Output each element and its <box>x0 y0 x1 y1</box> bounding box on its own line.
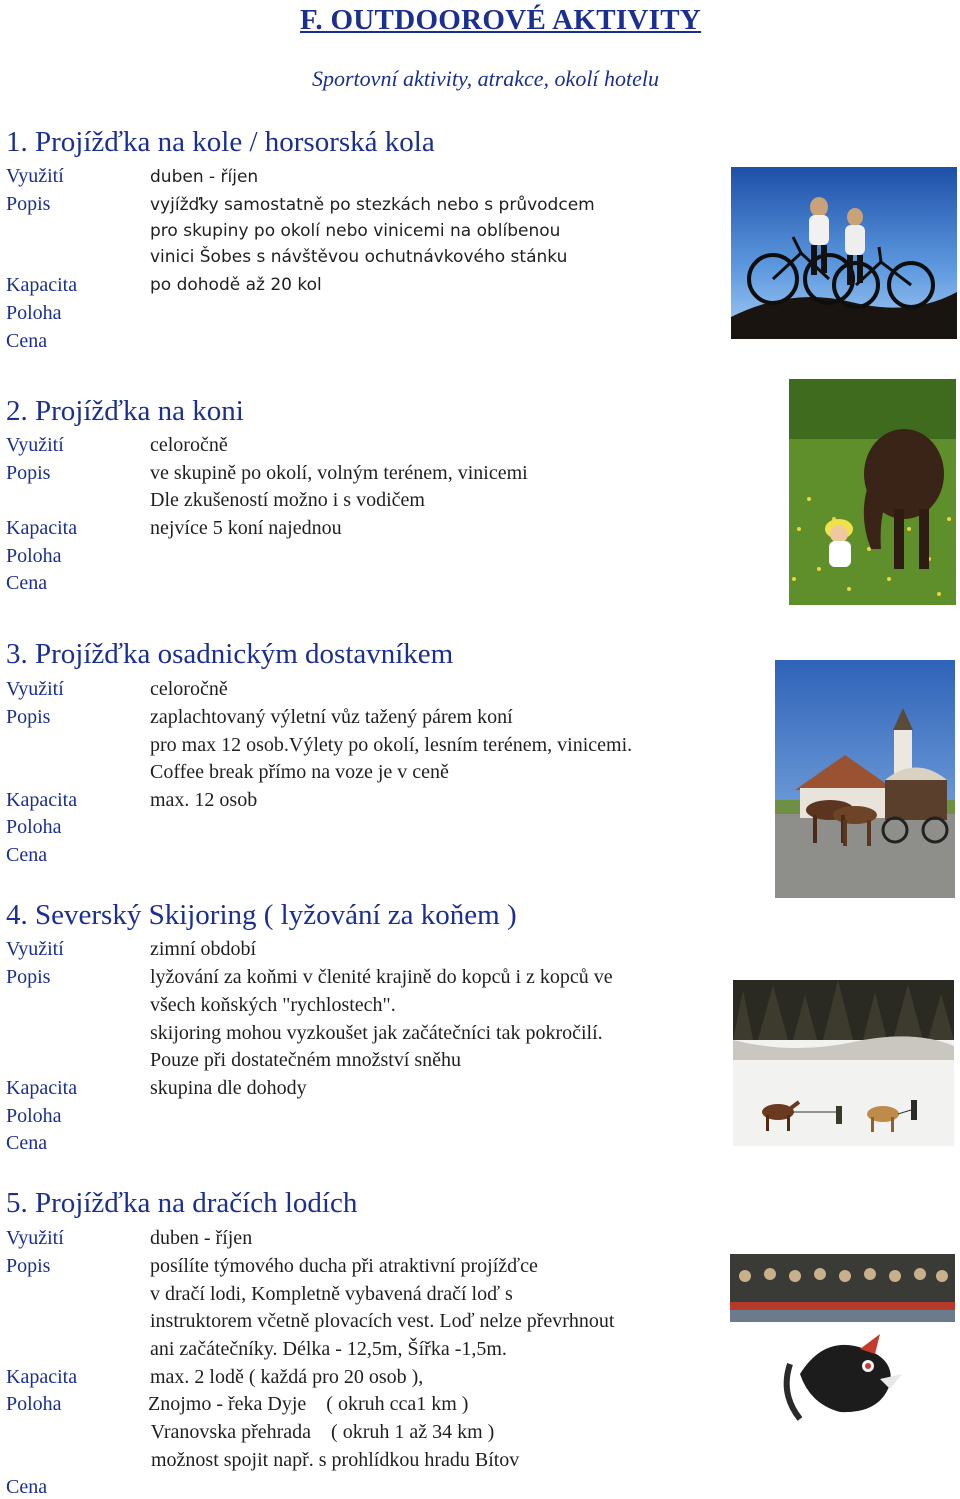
section-5-label-kapacita: Kapacita <box>6 1366 78 1388</box>
section-3-label-vyuziti: Využití <box>6 678 64 700</box>
horse-and-child-photo <box>789 379 956 605</box>
section-4-label-poloha: Poloha <box>6 1105 62 1127</box>
section-2-vyuziti: celoročně <box>150 434 228 456</box>
section-1-label-kapacita: Kapacita <box>6 274 78 296</box>
section-2-label-vyuziti: Využití <box>6 434 64 456</box>
section-3-heading: 3. Projížďka osadnickým dostavníkem <box>6 638 454 670</box>
section-5-heading: 5. Projížďka na dračích lodích <box>6 1187 358 1219</box>
section-5-popis-line-1: posílíte týmového ducha při atraktivní projížďce <box>150 1255 538 1277</box>
section-2-label-popis: Popis <box>6 462 51 484</box>
section-4-popis-line-2: všech koňských "rychlostech". <box>150 994 396 1016</box>
section-1-popis-line-2: pro skupiny po okolí nebo vinicemi na oblíbenou <box>150 221 561 241</box>
section-4-popis-line-1: lyžování za koňmi v členité krajině do kopců i z kopců ve <box>150 966 613 988</box>
section-1-label-poloha: Poloha <box>6 302 62 324</box>
section-5-label-cena: Cena <box>6 1476 48 1498</box>
cyclists-photo <box>731 167 957 339</box>
section-3-label-poloha: Poloha <box>6 816 62 838</box>
dragon-boat-photo <box>730 1254 955 1434</box>
section-2-popis-line-2: Dle zkušeností možno i s vodičem <box>150 489 425 511</box>
horse-wagon-photo <box>775 660 955 898</box>
section-4-kapacita: skupina dle dohody <box>150 1077 307 1099</box>
section-2-label-cena: Cena <box>6 572 48 594</box>
section-4-label-popis: Popis <box>6 966 51 988</box>
section-3-label-cena: Cena <box>6 844 48 866</box>
section-1-vyuziti: duben - říjen <box>150 167 259 187</box>
section-3-popis-line-1: zaplachtovaný výletní vůz tažený párem koní <box>150 706 513 728</box>
section-2-popis-line-1: ve skupině po okolí, volným terénem, vinicemi <box>150 462 528 484</box>
section-5-poloha-line-1: Znojmo - řeka Dyje ( okruh cca1 km ) <box>148 1393 469 1415</box>
section-2-label-poloha: Poloha <box>6 545 62 567</box>
section-1-kapacita: po dohodě až 20 kol <box>150 275 322 295</box>
section-5-kapacita: max. 2 lodě ( každá pro 20 osob ), <box>150 1366 424 1388</box>
section-1-label-vyuziti: Využití <box>6 165 64 187</box>
section-3-kapacita: max. 12 osob <box>150 789 258 811</box>
section-5-popis-line-4: ani začátečníky. Délka - 12,5m, Šířka -1,5m. <box>150 1338 507 1360</box>
section-5-label-poloha: Poloha <box>6 1393 62 1415</box>
section-5-popis-line-2: v dračí lodi, Kompletně vybavená dračí loď s <box>150 1283 513 1305</box>
section-4-popis-line-3: skijoring mohou vyzkoušet jak začátečníci tak pokročilí. <box>150 1022 603 1044</box>
page-title: F. OUTDOOROVÉ AKTIVITY <box>300 4 702 36</box>
section-3-vyuziti: celoročně <box>150 678 228 700</box>
section-2-heading: 2. Projížďka na koni <box>6 395 244 427</box>
section-1-label-popis: Popis <box>6 193 51 215</box>
page-subtitle: Sportovní aktivity, atrakce, okolí hotelu <box>312 66 660 91</box>
section-5-popis-line-3: instruktorem včetně plovacích vest. Loď nelze převrhnout <box>150 1310 615 1332</box>
section-3-popis-line-2: pro max 12 osob.Výlety po okolí, lesním terénem, vinicemi. <box>150 734 633 756</box>
section-2-kapacita: nejvíce 5 koní najednou <box>150 517 342 539</box>
section-5-poloha-line-3: možnost spojit např. s prohlídkou hradu Bítov <box>146 1449 520 1471</box>
section-4-popis-line-4: Pouze při dostatečném množství sněhu <box>150 1049 462 1071</box>
section-5-label-vyuziti: Využití <box>6 1227 64 1249</box>
section-3-label-kapacita: Kapacita <box>6 789 78 811</box>
section-2-label-kapacita: Kapacita <box>6 517 78 539</box>
section-3-popis-line-3: Coffee break přímo na voze je v ceně <box>150 761 449 783</box>
section-5-label-popis: Popis <box>6 1255 51 1277</box>
section-4-label-vyuziti: Využití <box>6 938 64 960</box>
section-1-popis-line-3: vinici Šobes s návštěvou ochutnávkového stánku <box>150 247 568 267</box>
section-1-heading: 1. Projížďka na kole / horsorská kola <box>6 126 435 158</box>
section-3-label-popis: Popis <box>6 706 51 728</box>
skijoring-photo <box>733 980 954 1146</box>
section-5-poloha-line-2: Vranovska přehrada ( okruh 1 až 34 km ) <box>146 1421 495 1443</box>
section-1-label-cena: Cena <box>6 330 48 352</box>
section-4-vyuziti: zimní období <box>150 938 257 960</box>
section-4-label-kapacita: Kapacita <box>6 1077 78 1099</box>
section-4-label-cena: Cena <box>6 1132 48 1154</box>
section-4-heading: 4. Severský Skijoring ( lyžování za koňem ) <box>6 899 517 931</box>
section-1-popis-line-1: vyjížďky samostatně po stezkách nebo s průvodcem <box>150 195 595 215</box>
section-5-vyuziti: duben - říjen <box>150 1227 253 1249</box>
